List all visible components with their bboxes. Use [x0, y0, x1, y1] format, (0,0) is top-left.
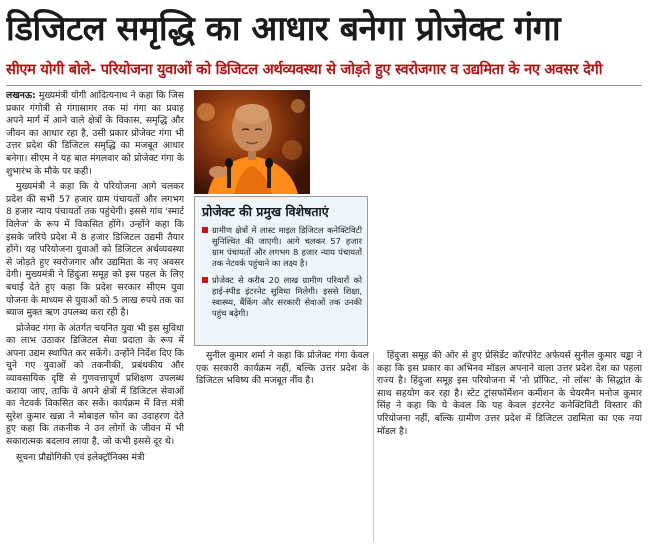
- dateline: लखनऊ:: [6, 90, 36, 101]
- cm-portrait-image: [194, 90, 310, 194]
- article-paragraph: सुनील कुमार शर्मा ने कहा कि प्रोजेक्ट गंगा केवल एक सरकारी कार्यक्रम नहीं, बल्कि उत्तर प्रदेश के डिजिटल भविष्य की मजबूत नींव है।: [196, 350, 369, 387]
- headline: डिजिटल समृद्धि का आधार बनेगा प्रोजेक्ट गंगा: [6, 9, 561, 49]
- cm-photo: [194, 90, 310, 194]
- divider: [6, 85, 642, 86]
- feature-text: ग्रामीण क्षेत्रों में लास्ट माइल डिजिटल कनेक्टिविटी सुनिश्चित की जाएगी। आगे चलकर 57 हजार ग्राम पंचायतों और लगभग 8 हजार न्याय पंचायतों तक नेटवर्क पहुंचाने का लक्ष्य है।: [212, 225, 362, 268]
- article-column-2: [196, 350, 369, 542]
- paragraph-text: मुख्यमंत्री योगी आदित्यनाथ ने कहा कि जिस प्रकार गंगोत्री से गंगासागर तक मां गंगा का प्रवाह अपने मार्ग में आने वाले क्षेत्रों के विकास, समृद्धि और जीवन का आधार रहा है, उसी प्रकार प्रोजेक्ट गंगा भी उत्तर प्रदेश की डिजिटल समृद्धि का मजबूत आधार बनेगा। सीएम ने यह बात मंगलवार को प्रोजेक्ट गंगा के शुभारंभ के मौके पर कही।: [6, 90, 184, 177]
- article-paragraph: मुख्यमंत्री ने कहा कि ये परियोजना आगे चलकर प्रदेश की सभी 57 हजार ग्राम पंचायतों और लगभग 8 हजार न्याय पंचायतों तक पहुंचेगी। इससे गांव 'स्मार्ट विलेज' के रूप में विकसित होंगे। उन्होंने कहा कि इसके जरिये प्रदेश में 8 हजार डिजिटल उद्यमी तैयार होंगे। यह परियोजना युवाओं को डिजिटल अर्थव्यवस्था से जोड़ते हुए स्वरोजगार और उद्यमिता के नए अवसर देगी। मुख्यमंत्री ने हिंदुजा समूह को इस पहल के लिए बधाई देते हुए कहा कि प्रदेश सरकार सीएम युवा योजना के माध्यम से युवाओं को 5 लाख रुपये तक का ब्याज मुक्त ऋण उपलब्ध करा रही है।: [6, 181, 184, 319]
- feature-item: [202, 275, 362, 319]
- subheadline: सीएम योगी बोले- परियोजना युवाओं को डिजिटल अर्थव्यवस्था से जोड़ते हुए स्वरोजगार व उद्यमिता के नए अवसर देगी: [6, 61, 603, 78]
- feature-item: [202, 225, 362, 269]
- feature-text: प्रोजेक्ट से करीब 20 लाख ग्रामीण परिवारों को हाई-स्पीड इंटरनेट सुविधा मिलेगी। इससे शिक्षा, स्वास्थ्य, बैंकिंग और सरकारी सेवाओं तक उनकी पहुंच बढ़ेगी।: [212, 275, 362, 318]
- article-column-1: [6, 90, 184, 542]
- column-divider: [373, 352, 374, 542]
- box-title: प्रोजेक्ट की प्रमुख विशेषताएं: [202, 204, 329, 219]
- article-paragraph: प्रोजेक्ट गंगा के अंतर्गत चयनित युवा भी इस सुविधा का लाभ उठाकर डिजिटल सेवा प्रदाता के रूप में अपना उद्यम स्थापित कर सकेंगे। उन्होंने निर्देश दिए कि चुने गए युवाओं को तकनीकी, प्रबंधकीय और व्यावसायिक दृष्टि से गुणवत्तापूर्ण प्रशिक्षण उपलब्ध कराया जाए, ताकि वे अपने क्षेत्रों में डिजिटल सेवाओं का नेटवर्क विकसित कर सकें। कार्यक्रम में वित्त मंत्री सुरेश कुमार खन्ना ने मोबाइल फोन का उदाहरण देते हुए कहा कि तकनीक ने उन लोगों के जीवन में भी सकारात्मक बदलाव लाया है, जो कभी इससे दूर थे।: [6, 322, 184, 448]
- features-box: [194, 196, 368, 346]
- article-column-3: [377, 350, 642, 542]
- square-bullet-icon: [202, 277, 208, 283]
- article-paragraph: सूचना प्रौद्योगिकी एवं इलेक्ट्रॉनिक्स मंत्री: [16, 451, 145, 463]
- article-paragraph: [6, 90, 184, 178]
- article-paragraph: हिंदुजा समूह की ओर से हुए प्रेसिडेंट कॉरपोरेट अफेयर्स सुनील कुमार चड्ढा ने कहा कि इस प्रकार का अभिनव मॉडल अपनाने वाला उत्तर प्रदेश देश का पहला राज्य है। हिंदुजा समूह इस परियोजना में 'नो प्रॉफिट, नो लॉस' के सिद्धांत के साथ सहयोग कर रहा है। स्टेट ट्रांसफॉर्मेशन कमीशन के चेयरमैन मनोज कुमार सिंह ने कहा कि ये केवल कि यह केवल इंटरनेट कनेक्टिविटी विस्तार की परियोजना नहीं, बल्कि ग्रामीण उत्तर प्रदेश में डिजिटल उद्यमिता का एक नया मॉडल है।: [377, 350, 642, 437]
- square-bullet-icon: [202, 227, 208, 233]
